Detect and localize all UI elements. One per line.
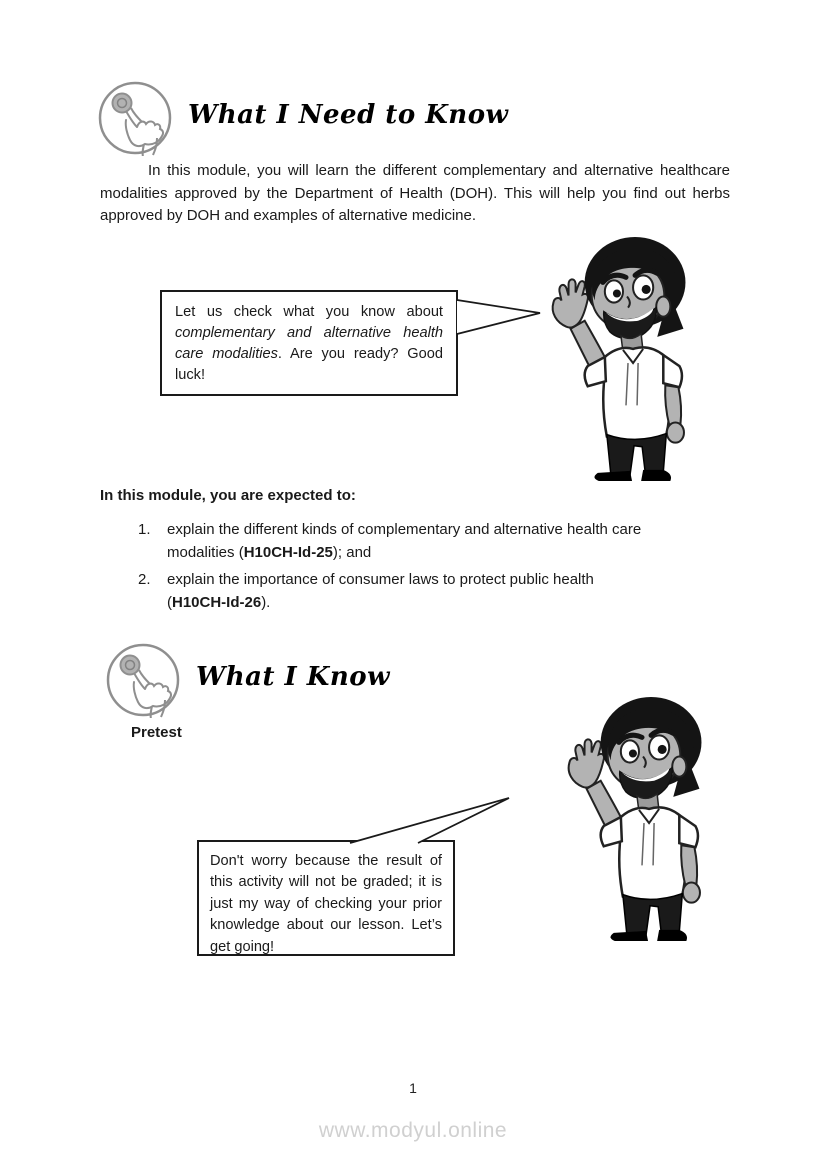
melc-code: H10CH-Id-26: [172, 594, 262, 611]
watermark: www.modyul.online: [318, 1119, 508, 1142]
objectives-list: [138, 518, 703, 618]
bubble1-text-italic: complementary and alternative health care modalities: [175, 325, 443, 362]
speech-tail-icon: [346, 793, 518, 845]
bubble1-text-post: . Are you ready? Good luck!: [175, 346, 444, 383]
page-number: 1: [409, 1080, 417, 1096]
bubble1-text-pre: Let us check what you know about: [175, 304, 443, 320]
list-item-text: explain the different kinds of complementary and alternative health care modalities (H10CH-Id-25); and: [167, 521, 642, 561]
intro-paragraph: In this module, you will learn the different complementary and alternative healthcare modalities approved by the Department of Health (DOH). This will help you find out herbs approved by DOH and examples of alternative medicine.: [100, 162, 730, 224]
boy-character-illustration: [540, 232, 712, 484]
objectives-heading: In this module, you are expected to:: [100, 487, 356, 504]
touch-click-icon: [105, 642, 181, 718]
pretest-label: Pretest: [131, 724, 182, 741]
section-title-what-i-know: What I Know: [196, 662, 390, 692]
list-item-number: 2.: [138, 571, 151, 588]
speech-tail-icon: [456, 295, 544, 339]
speech-bubble-pretest-note: Don't worry because the result of this activity will not be graded; it is just my way of checking your prior knowledge about our lesson. Let’s get going!: [197, 840, 455, 956]
speech-bubble-pretest-intro: [160, 290, 458, 396]
touch-click-icon: [97, 80, 173, 156]
melc-code: H10CH-Id-25: [243, 544, 333, 561]
list-item: [138, 518, 703, 564]
list-item-text: explain the importance of consumer laws to protect public health (H10CH-Id-26).: [167, 571, 594, 611]
boy-character-illustration: [556, 692, 728, 944]
section-title-what-i-need-to-know: What I Need to Know: [188, 100, 509, 130]
list-item: [138, 568, 703, 614]
list-item-number: 1.: [138, 521, 151, 538]
